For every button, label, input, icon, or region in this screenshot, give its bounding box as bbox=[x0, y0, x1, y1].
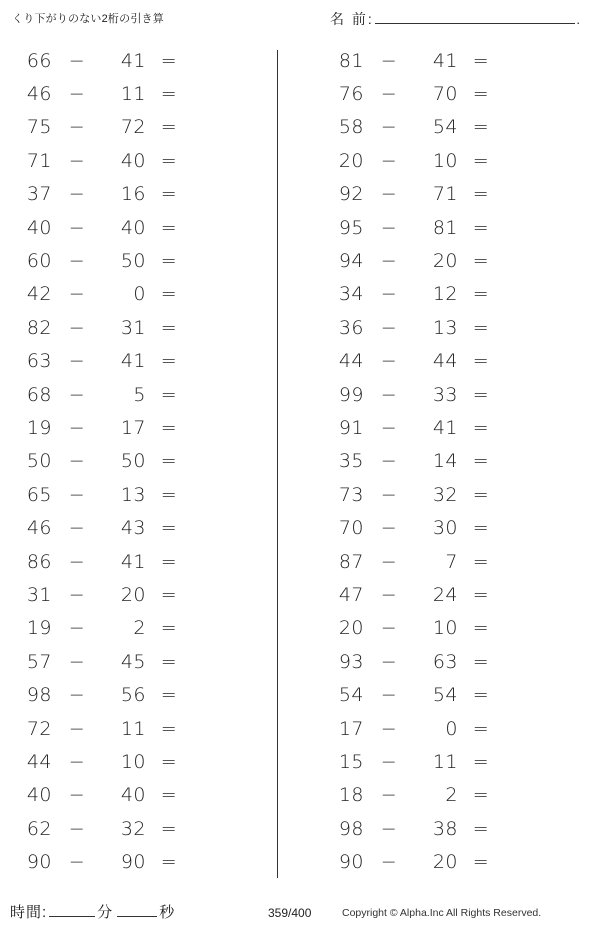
problem-row bbox=[300, 511, 600, 544]
equals-sign: = bbox=[160, 550, 178, 573]
minuend: 73 bbox=[338, 483, 364, 506]
minus-operator: − bbox=[68, 316, 86, 339]
minus-operator: − bbox=[68, 717, 86, 740]
minuend: 70 bbox=[338, 517, 364, 540]
minuend: 92 bbox=[338, 183, 364, 206]
name-period: . bbox=[576, 12, 580, 27]
problem-row bbox=[300, 144, 600, 177]
minus-operator: − bbox=[68, 684, 86, 707]
equals-sign: = bbox=[472, 583, 490, 606]
equals-sign: = bbox=[160, 383, 178, 406]
minuend: 63 bbox=[26, 350, 52, 373]
equals-sign: = bbox=[160, 450, 178, 473]
equals-sign: = bbox=[472, 550, 490, 573]
minuend: 57 bbox=[26, 650, 52, 673]
page-footer bbox=[0, 886, 600, 938]
subtrahend: 31 bbox=[120, 316, 146, 339]
subtrahend: 38 bbox=[432, 817, 458, 840]
minus-operator: − bbox=[380, 450, 398, 473]
name-input-line[interactable] bbox=[375, 8, 576, 24]
minus-operator: − bbox=[380, 49, 398, 72]
subtrahend: 14 bbox=[432, 450, 458, 473]
equals-sign: = bbox=[160, 49, 178, 72]
minus-operator: − bbox=[68, 784, 86, 807]
minus-operator: − bbox=[68, 350, 86, 373]
subtrahend: 40 bbox=[120, 784, 146, 807]
equals-sign: = bbox=[160, 116, 178, 139]
copyright-notice: Copyright © Alpha.Inc All Rights Reserved. bbox=[342, 907, 542, 919]
minuend: 76 bbox=[338, 83, 364, 106]
minuend: 62 bbox=[26, 817, 52, 840]
subtrahend: 20 bbox=[432, 851, 458, 874]
problem-row bbox=[300, 845, 600, 878]
minus-operator: − bbox=[380, 750, 398, 773]
minus-operator: − bbox=[380, 383, 398, 406]
problem-row bbox=[0, 612, 300, 645]
equals-sign: = bbox=[472, 116, 490, 139]
minus-operator: − bbox=[68, 851, 86, 874]
equals-sign: = bbox=[472, 49, 490, 72]
minuend: 72 bbox=[26, 717, 52, 740]
subtrahend: 17 bbox=[120, 416, 146, 439]
minus-operator: − bbox=[68, 149, 86, 172]
minuend: 35 bbox=[338, 450, 364, 473]
problem-row bbox=[300, 178, 600, 211]
subtrahend: 41 bbox=[120, 350, 146, 373]
minus-operator: − bbox=[380, 316, 398, 339]
minuend: 40 bbox=[26, 784, 52, 807]
subtrahend: 54 bbox=[432, 116, 458, 139]
subtrahend: 70 bbox=[432, 83, 458, 106]
minuend: 44 bbox=[26, 750, 52, 773]
minus-operator: − bbox=[68, 83, 86, 106]
problem-row bbox=[300, 311, 600, 344]
problem-row bbox=[300, 779, 600, 812]
subtrahend: 11 bbox=[120, 83, 146, 106]
time-field-area[interactable] bbox=[10, 900, 177, 922]
subtrahend: 41 bbox=[432, 416, 458, 439]
subtrahend: 13 bbox=[120, 483, 146, 506]
subtrahend: 56 bbox=[120, 684, 146, 707]
minuend: 18 bbox=[338, 784, 364, 807]
equals-sign: = bbox=[472, 350, 490, 373]
minutes-input-line[interactable] bbox=[49, 900, 95, 917]
problem-row bbox=[0, 111, 300, 144]
name-label: 名 前: bbox=[330, 11, 374, 27]
page-number: 359/400 bbox=[268, 906, 312, 920]
equals-sign: = bbox=[160, 83, 178, 106]
minutes-unit-label: 分 bbox=[97, 904, 114, 921]
problem-row bbox=[0, 178, 300, 211]
equals-sign: = bbox=[160, 750, 178, 773]
minus-operator: − bbox=[380, 784, 398, 807]
problem-row bbox=[300, 278, 600, 311]
minuend: 20 bbox=[338, 149, 364, 172]
minus-operator: − bbox=[380, 717, 398, 740]
problem-row bbox=[0, 144, 300, 177]
minuend: 94 bbox=[338, 250, 364, 273]
problem-row bbox=[300, 712, 600, 745]
minuend: 65 bbox=[26, 483, 52, 506]
equals-sign: = bbox=[472, 784, 490, 807]
subtrahend: 2 bbox=[133, 617, 146, 640]
subtrahend: 33 bbox=[432, 383, 458, 406]
minuend: 60 bbox=[26, 250, 52, 273]
minus-operator: − bbox=[68, 116, 86, 139]
minus-operator: − bbox=[380, 483, 398, 506]
minus-operator: − bbox=[68, 450, 86, 473]
minuend: 93 bbox=[338, 650, 364, 673]
minuend: 91 bbox=[338, 416, 364, 439]
equals-sign: = bbox=[472, 650, 490, 673]
equals-sign: = bbox=[160, 183, 178, 206]
equals-sign: = bbox=[472, 416, 490, 439]
minus-operator: − bbox=[380, 350, 398, 373]
equals-sign: = bbox=[160, 650, 178, 673]
minuend: 40 bbox=[26, 216, 52, 239]
problem-row bbox=[0, 445, 300, 478]
equals-sign: = bbox=[472, 851, 490, 874]
minus-operator: − bbox=[68, 550, 86, 573]
problem-row bbox=[300, 745, 600, 778]
subtrahend: 12 bbox=[432, 283, 458, 306]
problem-row bbox=[300, 645, 600, 678]
minuend: 31 bbox=[26, 583, 52, 606]
equals-sign: = bbox=[472, 483, 490, 506]
problem-row bbox=[0, 779, 300, 812]
minuend: 17 bbox=[338, 717, 364, 740]
equals-sign: = bbox=[472, 183, 490, 206]
minuend: 58 bbox=[338, 116, 364, 139]
subtrahend: 10 bbox=[432, 149, 458, 172]
equals-sign: = bbox=[160, 817, 178, 840]
minus-operator: − bbox=[68, 416, 86, 439]
minus-operator: − bbox=[68, 216, 86, 239]
subtrahend: 32 bbox=[120, 817, 146, 840]
equals-sign: = bbox=[160, 617, 178, 640]
column-divider bbox=[277, 50, 278, 878]
problem-row bbox=[0, 645, 300, 678]
subtrahend: 72 bbox=[120, 116, 146, 139]
minus-operator: − bbox=[380, 517, 398, 540]
minuend: 66 bbox=[26, 49, 52, 72]
minus-operator: − bbox=[68, 650, 86, 673]
equals-sign: = bbox=[160, 784, 178, 807]
problem-row bbox=[0, 77, 300, 110]
problem-row bbox=[300, 812, 600, 845]
minus-operator: − bbox=[68, 183, 86, 206]
problem-row bbox=[0, 745, 300, 778]
page-title: くり下がりのない2桁の引き算 bbox=[12, 13, 164, 25]
minuend: 86 bbox=[26, 550, 52, 573]
page-header bbox=[0, 0, 600, 40]
minuend: 98 bbox=[338, 817, 364, 840]
problem-row bbox=[300, 378, 600, 411]
equals-sign: = bbox=[472, 216, 490, 239]
equals-sign: = bbox=[160, 717, 178, 740]
equals-sign: = bbox=[472, 817, 490, 840]
minuend: 54 bbox=[338, 684, 364, 707]
minus-operator: − bbox=[68, 617, 86, 640]
minuend: 98 bbox=[26, 684, 52, 707]
minus-operator: − bbox=[68, 383, 86, 406]
equals-sign: = bbox=[160, 416, 178, 439]
equals-sign: = bbox=[160, 350, 178, 373]
problem-row bbox=[0, 511, 300, 544]
subtrahend: 71 bbox=[432, 183, 458, 206]
minuend: 82 bbox=[26, 316, 52, 339]
problem-row bbox=[300, 445, 600, 478]
minus-operator: − bbox=[380, 116, 398, 139]
minuend: 19 bbox=[26, 617, 52, 640]
problem-row bbox=[0, 44, 300, 77]
minus-operator: − bbox=[68, 583, 86, 606]
subtrahend: 81 bbox=[432, 216, 458, 239]
minus-operator: − bbox=[68, 250, 86, 273]
minus-operator: − bbox=[380, 283, 398, 306]
subtrahend: 43 bbox=[120, 517, 146, 540]
minuend: 15 bbox=[338, 750, 364, 773]
subtrahend: 41 bbox=[120, 550, 146, 573]
equals-sign: = bbox=[160, 250, 178, 273]
subtrahend: 32 bbox=[432, 483, 458, 506]
minuend: 99 bbox=[338, 383, 364, 406]
minuend: 81 bbox=[338, 49, 364, 72]
problem-row bbox=[300, 211, 600, 244]
time-label: 時間: bbox=[10, 904, 48, 921]
equals-sign: = bbox=[160, 149, 178, 172]
minuend: 36 bbox=[338, 316, 364, 339]
subtrahend: 54 bbox=[432, 684, 458, 707]
equals-sign: = bbox=[160, 316, 178, 339]
equals-sign: = bbox=[160, 483, 178, 506]
name-field-area[interactable] bbox=[330, 8, 580, 30]
problem-row bbox=[0, 378, 300, 411]
problem-row bbox=[300, 44, 600, 77]
subtrahend: 40 bbox=[120, 149, 146, 172]
equals-sign: = bbox=[472, 517, 490, 540]
minuend: 90 bbox=[26, 851, 52, 874]
problem-row bbox=[0, 812, 300, 845]
minus-operator: − bbox=[68, 483, 86, 506]
equals-sign: = bbox=[472, 617, 490, 640]
equals-sign: = bbox=[472, 283, 490, 306]
subtrahend: 7 bbox=[445, 550, 458, 573]
minuend: 75 bbox=[26, 116, 52, 139]
problem-row bbox=[300, 545, 600, 578]
problem-row bbox=[0, 712, 300, 745]
problem-row bbox=[0, 311, 300, 344]
subtrahend: 90 bbox=[120, 851, 146, 874]
minuend: 50 bbox=[26, 450, 52, 473]
subtrahend: 50 bbox=[120, 250, 146, 273]
subtrahend: 5 bbox=[133, 383, 146, 406]
minus-operator: − bbox=[380, 216, 398, 239]
subtrahend: 11 bbox=[432, 750, 458, 773]
problem-row bbox=[0, 211, 300, 244]
equals-sign: = bbox=[160, 684, 178, 707]
subtrahend: 50 bbox=[120, 450, 146, 473]
seconds-input-line[interactable] bbox=[117, 900, 157, 917]
subtrahend: 63 bbox=[432, 650, 458, 673]
equals-sign: = bbox=[472, 450, 490, 473]
minus-operator: − bbox=[68, 750, 86, 773]
problem-row bbox=[0, 244, 300, 277]
minus-operator: − bbox=[380, 650, 398, 673]
subtrahend: 20 bbox=[432, 250, 458, 273]
minuend: 87 bbox=[338, 550, 364, 573]
equals-sign: = bbox=[472, 83, 490, 106]
equals-sign: = bbox=[472, 383, 490, 406]
equals-sign: = bbox=[472, 684, 490, 707]
equals-sign: = bbox=[160, 283, 178, 306]
subtrahend: 13 bbox=[432, 316, 458, 339]
subtrahend: 41 bbox=[432, 49, 458, 72]
minus-operator: − bbox=[380, 851, 398, 874]
subtrahend: 44 bbox=[432, 350, 458, 373]
minus-operator: − bbox=[380, 817, 398, 840]
equals-sign: = bbox=[472, 149, 490, 172]
minus-operator: − bbox=[380, 183, 398, 206]
problem-row bbox=[0, 345, 300, 378]
minuend: 44 bbox=[338, 350, 364, 373]
subtrahend: 20 bbox=[120, 583, 146, 606]
subtrahend: 16 bbox=[120, 183, 146, 206]
subtrahend: 30 bbox=[432, 517, 458, 540]
problem-column-left bbox=[0, 44, 300, 884]
minus-operator: − bbox=[68, 817, 86, 840]
minus-operator: − bbox=[380, 684, 398, 707]
problem-row bbox=[300, 478, 600, 511]
equals-sign: = bbox=[472, 717, 490, 740]
subtrahend: 2 bbox=[445, 784, 458, 807]
problem-row bbox=[300, 578, 600, 611]
equals-sign: = bbox=[160, 583, 178, 606]
minuend: 34 bbox=[338, 283, 364, 306]
problem-grid bbox=[0, 44, 600, 884]
problem-row bbox=[0, 845, 300, 878]
equals-sign: = bbox=[472, 316, 490, 339]
minus-operator: − bbox=[68, 283, 86, 306]
minuend: 46 bbox=[26, 83, 52, 106]
seconds-unit-label: 秒 bbox=[159, 904, 176, 921]
subtrahend: 45 bbox=[120, 650, 146, 673]
minuend: 90 bbox=[338, 851, 364, 874]
minus-operator: − bbox=[380, 83, 398, 106]
problem-row bbox=[0, 478, 300, 511]
problem-row bbox=[0, 545, 300, 578]
minuend: 71 bbox=[26, 149, 52, 172]
problem-row bbox=[300, 411, 600, 444]
subtrahend: 0 bbox=[445, 717, 458, 740]
minuend: 37 bbox=[26, 183, 52, 206]
minus-operator: − bbox=[380, 617, 398, 640]
problem-row bbox=[300, 244, 600, 277]
problem-row bbox=[300, 345, 600, 378]
minuend: 68 bbox=[26, 383, 52, 406]
problem-row bbox=[0, 678, 300, 711]
equals-sign: = bbox=[472, 250, 490, 273]
problem-row bbox=[300, 77, 600, 110]
minus-operator: − bbox=[380, 149, 398, 172]
minus-operator: − bbox=[380, 416, 398, 439]
equals-sign: = bbox=[472, 750, 490, 773]
subtrahend: 11 bbox=[120, 717, 146, 740]
minuend: 46 bbox=[26, 517, 52, 540]
problem-row bbox=[0, 411, 300, 444]
problem-row bbox=[300, 111, 600, 144]
minuend: 19 bbox=[26, 416, 52, 439]
minuend: 95 bbox=[338, 216, 364, 239]
problem-row bbox=[300, 678, 600, 711]
minuend: 47 bbox=[338, 583, 364, 606]
subtrahend: 24 bbox=[432, 583, 458, 606]
equals-sign: = bbox=[160, 517, 178, 540]
equals-sign: = bbox=[160, 216, 178, 239]
minus-operator: − bbox=[380, 583, 398, 606]
problem-row bbox=[0, 278, 300, 311]
minuend: 20 bbox=[338, 617, 364, 640]
minus-operator: − bbox=[68, 49, 86, 72]
problem-column-right bbox=[300, 44, 600, 884]
minus-operator: − bbox=[380, 250, 398, 273]
subtrahend: 0 bbox=[133, 283, 146, 306]
problem-row bbox=[0, 578, 300, 611]
subtrahend: 40 bbox=[120, 216, 146, 239]
subtrahend: 41 bbox=[120, 49, 146, 72]
equals-sign: = bbox=[160, 851, 178, 874]
minus-operator: − bbox=[380, 550, 398, 573]
problem-row bbox=[300, 612, 600, 645]
subtrahend: 10 bbox=[120, 750, 146, 773]
minus-operator: − bbox=[68, 517, 86, 540]
subtrahend: 10 bbox=[432, 617, 458, 640]
minuend: 42 bbox=[26, 283, 52, 306]
